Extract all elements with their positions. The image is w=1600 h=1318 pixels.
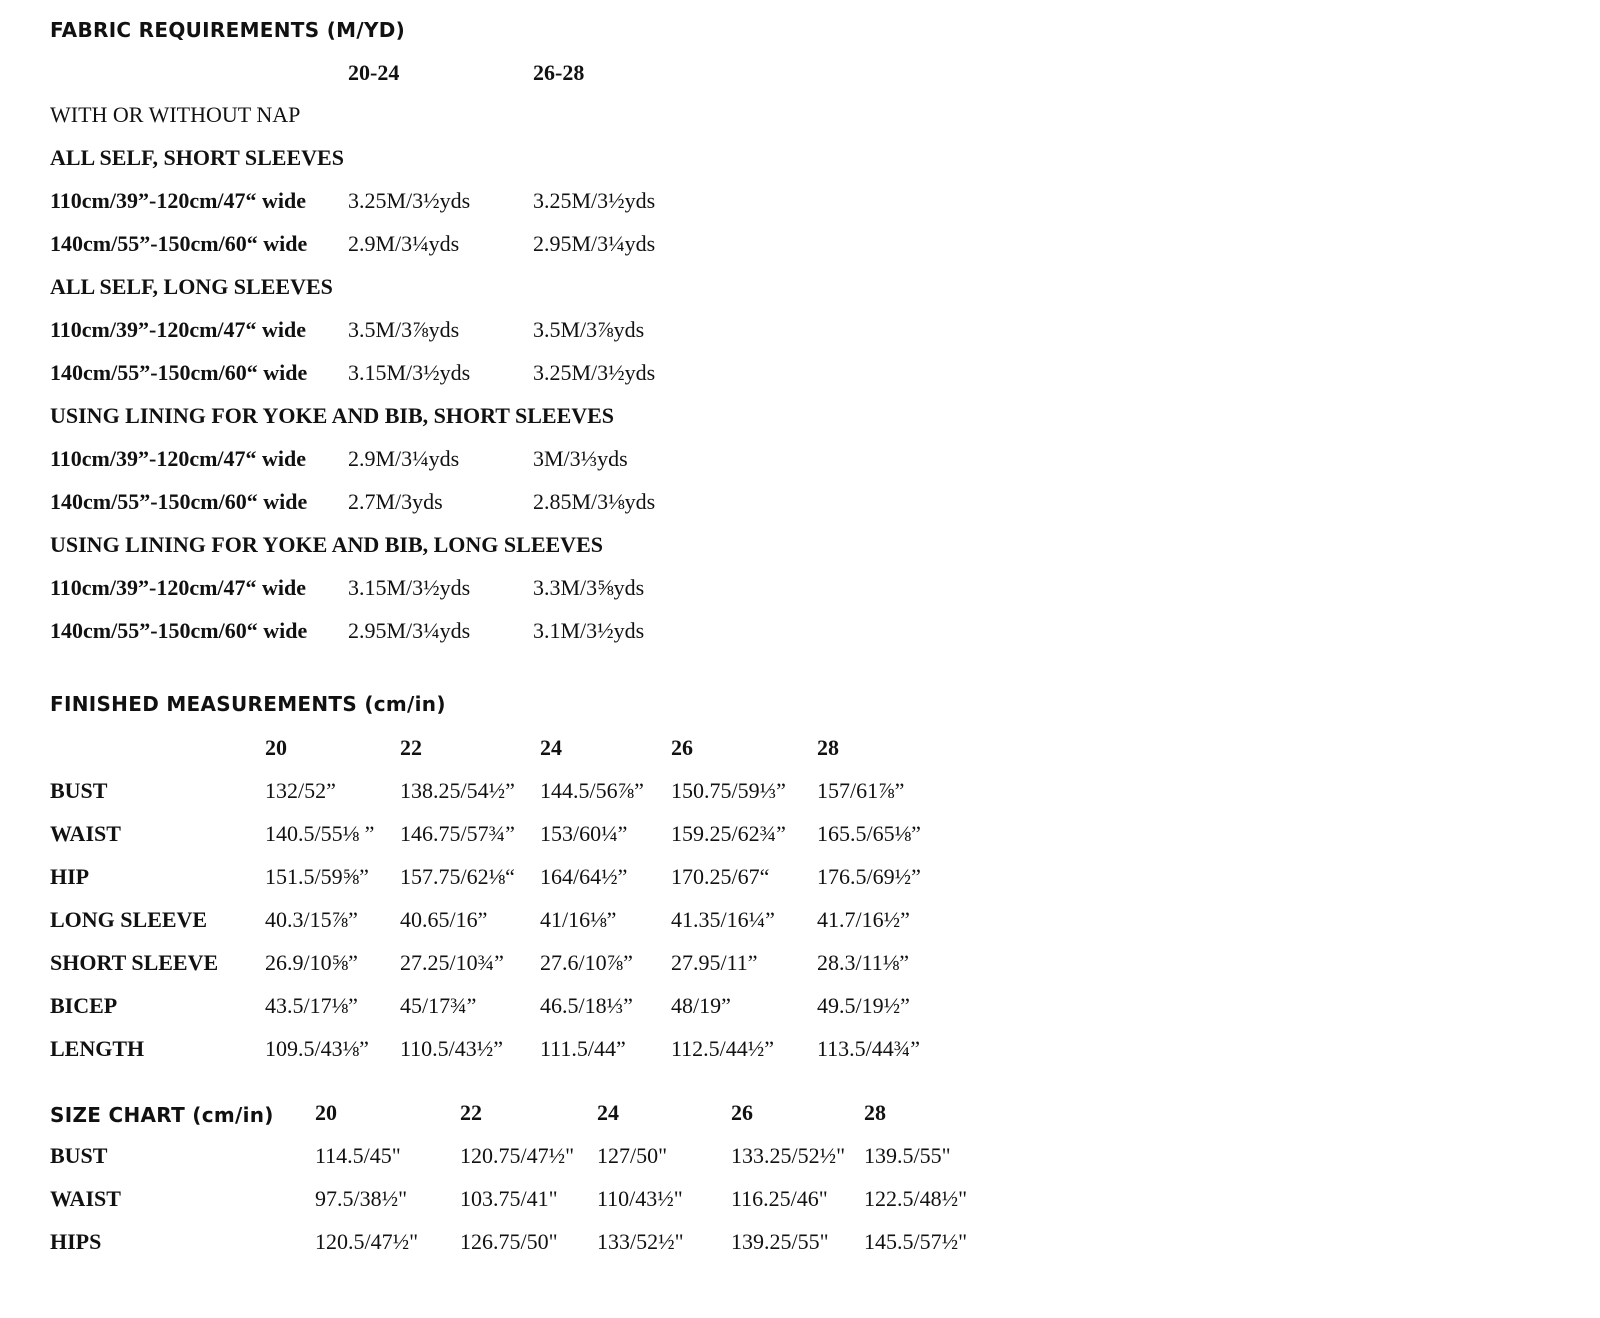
fabric-width-label: 140cm/55”-150cm/60“ wide bbox=[50, 618, 308, 643]
fabric-value: 3.15M/3½yds bbox=[348, 575, 471, 600]
size-chart-value: 133.25/52½" bbox=[731, 1143, 846, 1168]
size-chart-row-label: WAIST bbox=[50, 1186, 121, 1211]
size-chart-value: 97.5/38½" bbox=[315, 1186, 408, 1211]
fabric-value: 3.1M/3½yds bbox=[533, 618, 645, 643]
finished-value: 28.3/11⅛” bbox=[817, 950, 910, 975]
finished-value: 110.5/43½” bbox=[400, 1036, 504, 1061]
finished-row-label: HIP bbox=[50, 864, 90, 889]
finished-value: 157.75/62⅛“ bbox=[400, 864, 515, 889]
fabric-value: 2.95M/3¼yds bbox=[348, 618, 471, 643]
size-chart-value: 133/52½" bbox=[597, 1229, 684, 1254]
fabric-value: 2.9M/3¼yds bbox=[348, 446, 460, 471]
finished-value: 40.3/15⅞” bbox=[265, 907, 358, 932]
finished-size-header: 26 bbox=[671, 735, 693, 760]
finished-value: 26.9/10⅝” bbox=[265, 950, 358, 975]
fabric-value: 2.9M/3¼yds bbox=[348, 231, 460, 256]
finished-value: 150.75/59⅓” bbox=[671, 778, 786, 803]
fabric-value: 2.85M/3⅛yds bbox=[533, 489, 656, 514]
finished-value: 49.5/19½” bbox=[817, 993, 910, 1018]
finished-value: 159.25/62¾” bbox=[671, 821, 786, 846]
nap-note: WITH OR WITHOUT NAP bbox=[50, 102, 301, 127]
finished-value: 45/17¾” bbox=[400, 993, 477, 1018]
size-chart-value: 116.25/46" bbox=[731, 1186, 828, 1211]
fabric-value: 3.5M/3⅞yds bbox=[533, 317, 645, 342]
finished-value: 146.75/57¾” bbox=[400, 821, 515, 846]
finished-value: 153/60¼” bbox=[540, 821, 628, 846]
fabric-section-title: ALL SELF, LONG SLEEVES bbox=[50, 274, 333, 299]
size-chart-value: 139.5/55" bbox=[864, 1143, 951, 1168]
finished-value: 46.5/18⅓” bbox=[540, 993, 633, 1018]
finished-row-label: LENGTH bbox=[50, 1036, 145, 1061]
fabric-requirements-title: FABRIC REQUIREMENTS (M/YD) bbox=[50, 18, 406, 42]
size-chart-size-header: 22 bbox=[460, 1100, 482, 1125]
finished-value: 170.25/67“ bbox=[671, 864, 770, 889]
fabric-value: 3.5M/3⅞yds bbox=[348, 317, 460, 342]
finished-value: 176.5/69½” bbox=[817, 864, 921, 889]
finished-size-header: 24 bbox=[540, 735, 562, 760]
fabric-value: 3.25M/3½yds bbox=[533, 360, 656, 385]
size-chart-row-label: HIPS bbox=[50, 1229, 102, 1254]
size-chart-value: 120.75/47½" bbox=[460, 1143, 575, 1168]
finished-value: 27.6/10⅞” bbox=[540, 950, 633, 975]
finished-size-header: 28 bbox=[817, 735, 839, 760]
fabric-value: 3M/3⅓yds bbox=[533, 446, 628, 471]
finished-row-label: BICEP bbox=[50, 993, 118, 1018]
finished-value: 43.5/17⅛” bbox=[265, 993, 358, 1018]
finished-value: 165.5/65⅛” bbox=[817, 821, 921, 846]
finished-value: 157/61⅞” bbox=[817, 778, 905, 803]
finished-value: 151.5/59⅝” bbox=[265, 864, 369, 889]
fabric-size-header: 26-28 bbox=[533, 60, 585, 85]
fabric-section-title: USING LINING FOR YOKE AND BIB, LONG SLEEVES bbox=[50, 532, 603, 557]
finished-value: 140.5/55⅛ ” bbox=[265, 821, 375, 846]
finished-value: 27.25/10¾” bbox=[400, 950, 504, 975]
finished-value: 27.95/11” bbox=[671, 950, 758, 975]
fabric-width-label: 140cm/55”-150cm/60“ wide bbox=[50, 360, 308, 385]
finished-value: 40.65/16” bbox=[400, 907, 488, 932]
finished-measurements-title: FINISHED MEASUREMENTS (cm/in) bbox=[50, 692, 446, 716]
size-chart-value: 126.75/50" bbox=[460, 1229, 558, 1254]
fabric-value: 3.25M/3½yds bbox=[348, 188, 471, 213]
size-chart-title: SIZE CHART (cm/in) bbox=[50, 1103, 274, 1127]
finished-value: 109.5/43⅛” bbox=[265, 1036, 369, 1061]
fabric-value: 2.7M/3yds bbox=[348, 489, 443, 514]
size-chart-size-header: 24 bbox=[597, 1100, 619, 1125]
finished-value: 48/19” bbox=[671, 993, 731, 1018]
size-chart-value: 120.5/47½" bbox=[315, 1229, 419, 1254]
finished-row-label: WAIST bbox=[50, 821, 121, 846]
finished-row-label: LONG SLEEVE bbox=[50, 907, 208, 932]
size-chart-value: 145.5/57½" bbox=[864, 1229, 968, 1254]
size-chart-size-header: 28 bbox=[864, 1100, 886, 1125]
fabric-section-title: USING LINING FOR YOKE AND BIB, SHORT SLEEVES bbox=[50, 403, 615, 428]
finished-size-header: 22 bbox=[400, 735, 422, 760]
finished-value: 41.7/16½” bbox=[817, 907, 910, 932]
fabric-value: 2.95M/3¼yds bbox=[533, 231, 656, 256]
fabric-section-title: ALL SELF, SHORT SLEEVES bbox=[50, 145, 344, 170]
size-chart-value: 139.25/55" bbox=[731, 1229, 829, 1254]
fabric-size-header: 20-24 bbox=[348, 60, 400, 85]
size-chart-value: 103.75/41" bbox=[460, 1186, 558, 1211]
size-chart-size-header: 26 bbox=[731, 1100, 753, 1125]
size-chart-value: 127/50" bbox=[597, 1143, 668, 1168]
finished-value: 111.5/44” bbox=[540, 1036, 626, 1061]
finished-value: 113.5/44¾” bbox=[817, 1036, 921, 1061]
finished-value: 132/52” bbox=[265, 778, 336, 803]
finished-value: 112.5/44½” bbox=[671, 1036, 775, 1061]
finished-row-label: BUST bbox=[50, 778, 108, 803]
fabric-value: 3.15M/3½yds bbox=[348, 360, 471, 385]
fabric-width-label: 140cm/55”-150cm/60“ wide bbox=[50, 231, 308, 256]
fabric-width-label: 110cm/39”-120cm/47“ wide bbox=[50, 575, 307, 600]
fabric-width-label: 110cm/39”-120cm/47“ wide bbox=[50, 446, 307, 471]
fabric-width-label: 140cm/55”-150cm/60“ wide bbox=[50, 489, 308, 514]
finished-value: 164/64½” bbox=[540, 864, 628, 889]
finished-size-header: 20 bbox=[265, 735, 287, 760]
finished-value: 138.25/54½” bbox=[400, 778, 515, 803]
finished-value: 41.35/16¼” bbox=[671, 907, 775, 932]
finished-row-label: SHORT SLEEVE bbox=[50, 950, 219, 975]
size-chart-size-header: 20 bbox=[315, 1100, 337, 1125]
size-chart-row-label: BUST bbox=[50, 1143, 108, 1168]
size-chart-value: 114.5/45" bbox=[315, 1143, 401, 1168]
size-chart-value: 122.5/48½" bbox=[864, 1186, 968, 1211]
finished-value: 41/16⅛” bbox=[540, 907, 617, 932]
finished-value: 144.5/56⅞” bbox=[540, 778, 644, 803]
fabric-width-label: 110cm/39”-120cm/47“ wide bbox=[50, 317, 307, 342]
fabric-value: 3.3M/3⅝yds bbox=[533, 575, 645, 600]
fabric-width-label: 110cm/39”-120cm/47“ wide bbox=[50, 188, 307, 213]
size-chart-value: 110/43½" bbox=[597, 1186, 683, 1211]
fabric-value: 3.25M/3½yds bbox=[533, 188, 656, 213]
